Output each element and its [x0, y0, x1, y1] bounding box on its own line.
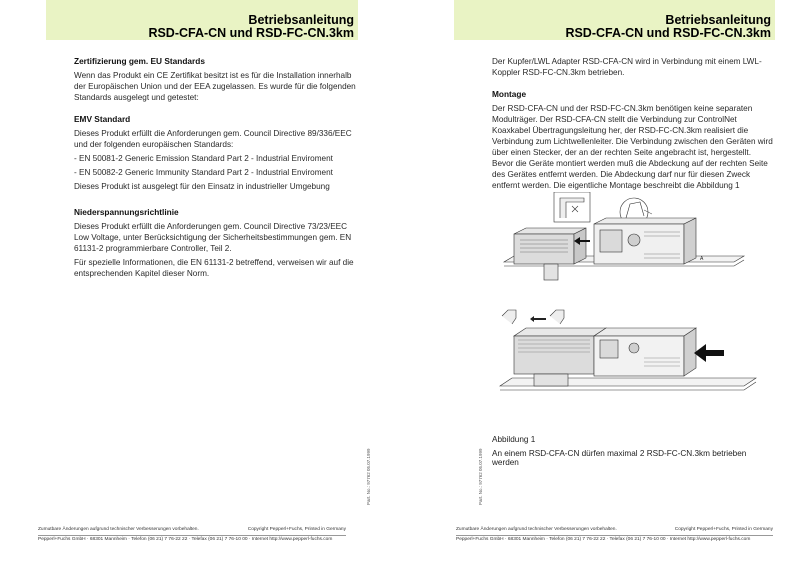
left-content — [74, 56, 360, 282]
footer-copyright: Copyright Pepperl+Fuchs, Printed in Germany — [674, 527, 773, 532]
right-page — [404, 0, 808, 562]
paragraph: Dieses Produkt erfüllt die Anforderungen gem. Council Directive 89/336/EEC und der folgenden europäischen Standards: — [74, 129, 352, 149]
paragraph: Dieses Produkt erfüllt die Anforderungen gem. Council Directive 73/23/EEC Low Voltage, unter Berücksichtigung der Sicherheitsbestimmungen gem. EN 61131-2 programmierbare Controller, Teil 2. — [74, 222, 352, 253]
section-title-emv: EMV Standard — [74, 114, 131, 124]
mounting-figure-bottom — [494, 306, 764, 404]
paragraph: Wenn das Produkt ein CE Zertifikat besitzt ist es für die Installation innerhalb der Europäischen Union und der EEA zugelassen. Es wurde für die folgenden Standards ausgelegt und getestet: — [74, 71, 356, 102]
figure-label-a: A — [700, 256, 704, 262]
footer-copyright: Copyright Pepperl+Fuchs, Printed in Germany — [247, 527, 346, 532]
doc-subtitle: RSD-CFA-CN und RSD-FC-CN.3km — [148, 26, 354, 40]
header-band — [454, 0, 775, 40]
list-item: - EN 50082-2 Generic Immunity Standard Part 2 - Industrial Enviroment — [74, 168, 333, 177]
paragraph: Für spezielle Informationen, die EN 61131-2 betreffend, verweisen wir auf die entsprechenden Kapitel dieser Norm. — [74, 258, 354, 278]
footer — [456, 527, 773, 545]
footer-divider — [38, 535, 346, 536]
footer-disclaimer: Zumutbare Änderungen aufgrund technischer Verbesserungen vorbehalten. — [38, 527, 199, 532]
right-content — [492, 56, 774, 194]
footer — [38, 527, 346, 545]
part-number: Part. No.: 97762 05.07.1999 — [366, 448, 371, 505]
figure-caption: Abbildung 1 — [492, 435, 536, 444]
footer-contact: Pepperl+Fuchs GmbH · 68301 Mannheim · Telefon (06 21) 7 76-22 22 · Telefax (06 21) 7 76-10 00 · Internet http://www.pepperl-fuchs.com — [456, 537, 751, 542]
footer-disclaimer: Zumutbare Änderungen aufgrund technischer Verbesserungen vorbehalten. — [456, 527, 617, 532]
section-title-montage: Montage — [492, 89, 527, 99]
footer-contact: Pepperl+Fuchs GmbH · 68301 Mannheim · Telefon (06 21) 7 76-22 22 · Telefax (06 21) 7 76-10 00 · Internet http://www.pepperl-fuchs.com — [38, 537, 333, 542]
mounting-figure-top — [494, 192, 764, 294]
doc-subtitle: RSD-CFA-CN und RSD-FC-CN.3km — [565, 26, 771, 40]
doc-title: Betriebsanleitung — [248, 13, 354, 27]
doc-title: Betriebsanleitung — [665, 13, 771, 27]
paragraph: An einem RSD-CFA-CN dürfen maximal 2 RSD-FC-CN.3km betrieben werden — [492, 449, 747, 467]
paragraph: Der RSD-CFA-CN und der RSD-FC-CN.3km benötigen keine separaten Modulträger. Der RSD-CFA-CN stellt die Verbindung zur ControlNet Koaxkabel Übertragungsleitung her, der RSD-FC-CN.3km realisiert die Verbindung zum Lichtwellenleiter. Die Verbindung zwischen den Geräten wird über einen Stecker, der an der rechten Seite angebracht ist, hergestellt. Bevor die Geräte montiert werden muß die Abdeckung auf der rechten Seite des Gerätes entfernt werden. Die Abdeckung darf nur für diesen Zweck entfernt werden. Die eigentliche Montage beschreibt die Abbildung 1 — [492, 104, 773, 190]
paragraph: Dieses Produkt ist ausgelegt für den Einsatz in industrieller Umgebung — [74, 182, 330, 191]
section-title-low-voltage: Niederspannungsrichtlinie — [74, 207, 179, 217]
footer-divider — [456, 535, 773, 536]
part-number: Part. No.: 97762 05.07.1999 — [478, 448, 483, 505]
intro-paragraph: Der Kupfer/LWL Adapter RSD-CFA-CN wird in Verbindung mit einem LWL-Koppler RSD-FC-CN.3km betrieben. — [492, 57, 762, 77]
section-title-certification: Zertifizierung gem. EU Standards — [74, 56, 205, 66]
list-item: - EN 50081-2 Generic Emission Standard Part 2 - Industrial Enviroment — [74, 154, 333, 163]
header-band — [46, 0, 358, 40]
